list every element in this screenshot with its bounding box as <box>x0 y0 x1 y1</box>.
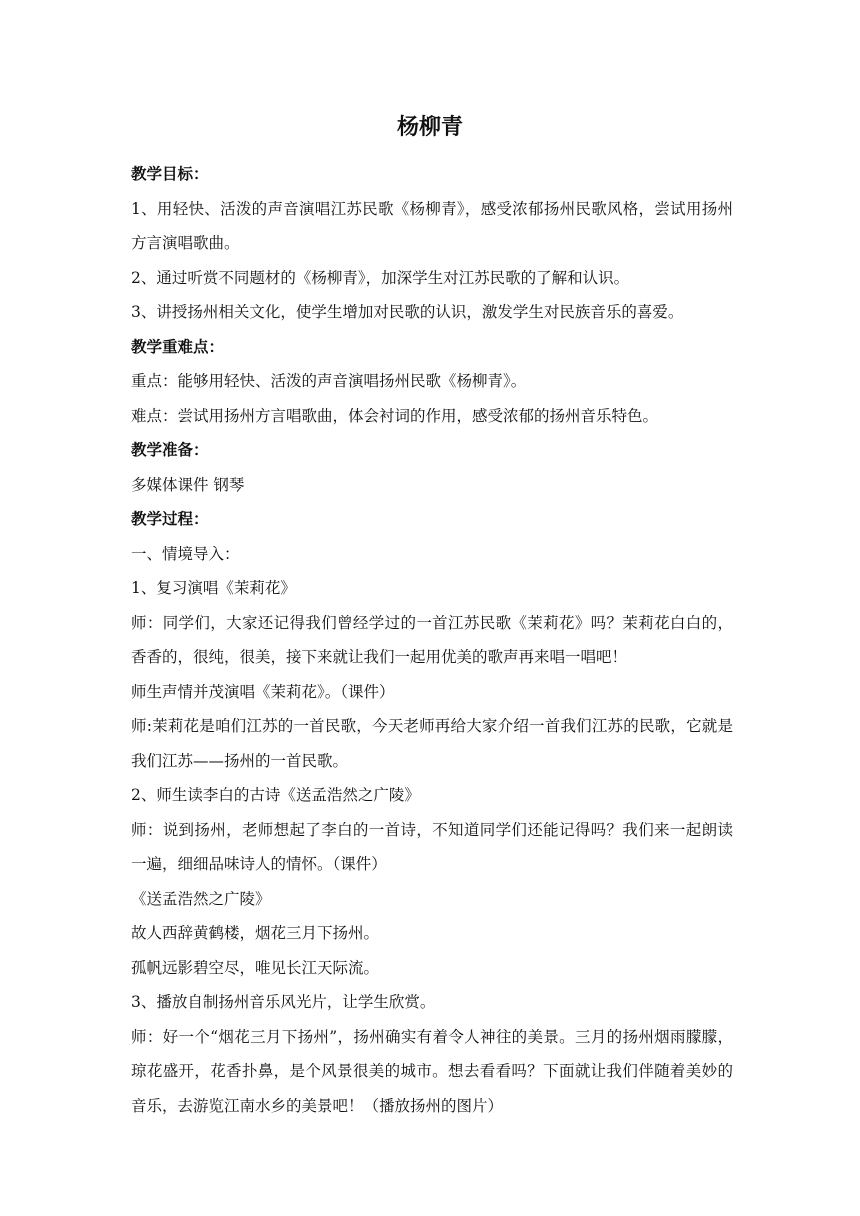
process-step2-title: 2、师生读李白的古诗《送孟浩然之广陵》 <box>131 786 420 804</box>
objectives-heading: 教学目标： <box>131 165 209 183</box>
process-step2-teacher: 师：说到扬州，老师想起了李白的一首诗，不知道同学们还能记得吗？我们来一起朗读一遍，细细品味诗人的情怀。（课件） <box>131 820 733 873</box>
process-step1-title: 1、复习演唱《茉莉花》 <box>131 579 296 597</box>
key-point-difficulty: 难点：尝试用扬州方言唱歌曲，体会衬词的作用，感受浓郁的扬州音乐特色。 <box>131 406 659 425</box>
preparation-heading: 教学准备： <box>131 441 209 459</box>
process-part1-title: 一、情境导入： <box>131 544 240 563</box>
process-step1-intro: 师:茉莉花是咱们江苏的一首民歌，今天老师再给大家介绍一首我们江苏的民歌，它就是我们江苏——扬州的一首民歌。 <box>131 717 733 770</box>
poem-title: 《送孟浩然之广陵》 <box>131 889 271 908</box>
key-point-focus: 重点：能够用轻快、活泼的声音演唱扬州民歌《杨柳青》。 <box>131 372 527 390</box>
poem-line-2: 孤帆远影碧空尽，唯见长江天际流。 <box>131 958 380 977</box>
objective-item-3: 3、讲授扬州相关文化，使学生增加对民歌的认识，激发学生对民族音乐的喜爱。 <box>131 303 684 321</box>
objective-item-1: 1、用轻快、活泼的声音演唱江苏民歌《杨柳青》，感受浓郁扬州民歌风格，尝试用扬州方言演唱歌曲。 <box>131 199 733 252</box>
process-step1-teacher: 师：同学们，大家还记得我们曾经学过的一首江苏民歌《茉莉花》吗？茉莉花白白的，香香的，很纯，很美，接下来就让我们一起用优美的歌声再来唱一唱吧！ <box>131 613 733 666</box>
process-step3-teacher: 师：好一个“烟花三月下扬州”，扬州确实有着令人神往的美景。三月的扬州烟雨朦朦，琼花盛开，花香扑鼻，是个风景很美的城市。想去看看吗？下面就让我们伴随着美妙的音乐，去游览江南水乡的美景吧！（播放扬州的图片） <box>131 1027 733 1115</box>
document-body <box>131 157 733 1123</box>
process-step1-action: 师生声情并茂演唱《茉莉花》。（课件） <box>131 682 395 701</box>
document-title: 杨柳青 <box>396 115 463 140</box>
process-step3-title: 3、播放自制扬州音乐风光片，让学生欣赏。 <box>131 993 436 1011</box>
objective-item-2: 2、通过听赏不同题材的《杨柳青》，加深学生对江苏民歌的了解和认识。 <box>131 268 630 287</box>
poem-line-1: 故人西辞黄鹤楼，烟花三月下扬州。 <box>131 924 380 942</box>
process-heading: 教学过程： <box>131 510 209 528</box>
key-points-heading: 教学重难点： <box>131 337 225 356</box>
preparation-text: 多媒体课件 钢琴 <box>131 475 245 494</box>
